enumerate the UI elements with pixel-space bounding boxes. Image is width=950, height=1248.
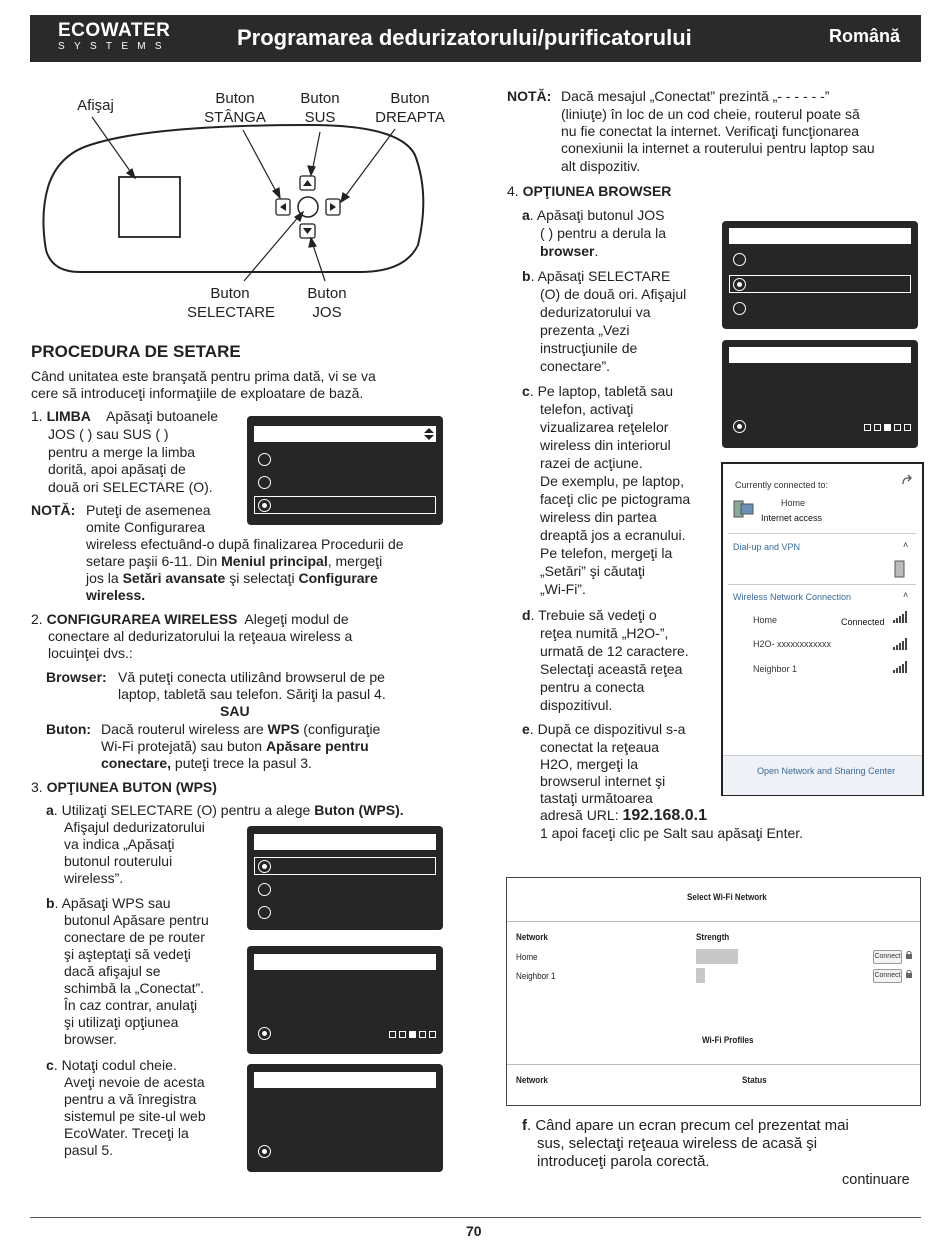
step-3b-line: schimbă la „Conectat”. xyxy=(64,980,205,996)
step-4e-line: 1 apoi faceţi clic pe Salt sau apăsaţi Enter. xyxy=(540,825,804,841)
step-4e-url-line: adresă URL: 192.168.0.1 xyxy=(540,807,708,824)
device-outline xyxy=(43,125,423,272)
note-2-line: nu fie conectat la internet. Verificaţi funcţionarea xyxy=(561,123,860,139)
step-4e-line: browserul internet şi xyxy=(540,773,666,789)
step-3c-line: c. Notaţi codul cheie. xyxy=(46,1057,177,1073)
browser-select-screen xyxy=(722,221,918,329)
secured-signal-icon xyxy=(893,661,907,673)
page-title: Programarea dedurizatorului/purificatorului xyxy=(237,25,692,50)
collapse-icon[interactable]: ˄ xyxy=(903,540,909,550)
note-1-line: jos la Setări avansate şi selectaţi Configurare xyxy=(86,570,378,586)
step-3c-line: EcoWater. Treceţi la xyxy=(64,1125,189,1141)
step-4b-line: dedurizatorului va xyxy=(540,304,651,320)
logo-systems: SYSTEMS xyxy=(58,41,171,52)
step-4f-line: sus, selectaţi reţeaua wireless de acasă şi xyxy=(537,1135,818,1152)
step-4d-line: urmată de 12 caractere. xyxy=(540,643,689,659)
network-column-header: Network xyxy=(516,932,548,943)
collapse-icon[interactable]: ˄ xyxy=(903,590,909,600)
step-4e-line: conectat la reţeaua xyxy=(540,739,660,755)
step-4d-line: Selectaţi această reţea xyxy=(540,661,683,677)
note-2-line: conexiunii la internet a routerului pentru laptop sau xyxy=(561,140,875,156)
step-4b-line: (O) de două ori. Afişajul xyxy=(540,286,687,302)
intro-line-1: Când unitatea este branşată pentru prima dată, vi se va xyxy=(31,368,376,384)
setup-heading: PROCEDURA DE SETARE xyxy=(31,342,241,361)
browser-wifi-panel xyxy=(506,877,921,1106)
language-screen xyxy=(247,416,443,525)
step-4a-line: ( ) pentru a derula la xyxy=(540,225,667,241)
step-3b-line: butonul Apăsare pentru xyxy=(64,912,209,928)
strength-column-header: Strength xyxy=(696,932,730,943)
step-3b-line: şi utilizaţi opţiunea xyxy=(64,1014,179,1030)
step-4d-line: reţea numită „H2O-”, xyxy=(540,625,669,641)
step-4c-line: c. Pe laptop, tabletă sau xyxy=(522,383,674,399)
label-select-2: SELECTARE xyxy=(186,304,276,321)
step-3b-line: browser. xyxy=(64,1031,117,1047)
step-3-title: 3. OPŢIUNEA BUTON (WPS) xyxy=(31,779,217,795)
step-4c-line: razei de acţiune. xyxy=(540,455,643,471)
note-1-line: omite Configurarea xyxy=(86,519,206,535)
step-4c-line: De exemplu, pe laptop, xyxy=(540,473,684,489)
or-label: SAU xyxy=(220,703,250,719)
footer-rule xyxy=(30,1217,921,1218)
note-2-label: NOTĂ: xyxy=(507,88,552,104)
step-4c-line: telefon, activaţi xyxy=(540,401,634,417)
wifi-row-home: Home xyxy=(516,952,538,963)
note-2-line: Dacă mesajul „Conectat” prezintă „- - - - - -” xyxy=(561,88,830,104)
wifi-profiles-heading: Wi-Fi Profiles xyxy=(702,1035,754,1046)
step-2-line: locuinţei dvs.: xyxy=(48,645,133,661)
step-3a-line: butonul routerului xyxy=(64,853,173,869)
button-option-line: Wi-Fi protejată) sau buton Apăsare pentru xyxy=(101,738,369,754)
step-4b-line: prezenta „Vezi xyxy=(540,322,630,338)
dialup-device-icon xyxy=(894,560,906,578)
step-4c-line: faceţi clic pe pictograma xyxy=(540,491,691,507)
step-3c-line: pasul 5. xyxy=(64,1142,114,1158)
step-4-title: 4. OPŢIUNEA BROWSER xyxy=(507,183,672,199)
label-up-1: Buton xyxy=(300,90,340,107)
connected-status: Connected xyxy=(841,617,885,627)
wifi-row-neighbor: Neighbor 1 xyxy=(516,971,556,982)
note-1-line: setare paşii 6-11. Din Meniul principal, mergeţi xyxy=(86,553,383,569)
up-down-arrows-icon xyxy=(423,427,435,441)
connect-instructions-screen xyxy=(722,340,918,448)
note-1-line: Puteţi de asemenea xyxy=(86,502,211,518)
step-3a-line: wireless”. xyxy=(64,870,124,886)
label-right-2: DREAPTA xyxy=(375,109,445,126)
step-3a-line: a. Utilizaţi SELECTARE (O) pentru a alege Buton (WPS). xyxy=(46,802,404,818)
windows-network-panel xyxy=(721,462,924,796)
connected-network-name: Home xyxy=(781,498,806,508)
lock-icon xyxy=(905,969,913,979)
button-option-line: Dacă routerul wireless are WPS (configuraţie xyxy=(101,721,381,737)
step-3b-line: conectare de pe router xyxy=(64,929,205,945)
step-1-title: 1. LIMBA xyxy=(31,408,91,424)
profile-status-header: Status xyxy=(742,1075,767,1086)
current-connection-label: Currently connected to: xyxy=(735,480,829,490)
step-3b-line: În caz contrar, anulaţi xyxy=(64,997,198,1013)
step-1-line: pentru a merge la limba xyxy=(48,444,196,460)
device-display xyxy=(119,177,180,237)
continue-label: continuare xyxy=(842,1172,910,1188)
step-1-line: Apăsaţi butoanele xyxy=(106,408,219,424)
label-up-2: SUS xyxy=(304,109,336,126)
step-3c-line: pentru a vă înregistra xyxy=(64,1091,197,1107)
step-4e-line: H2O, mergeţi la xyxy=(540,756,639,772)
internet-access-label: Internet access xyxy=(761,513,823,523)
button-option-line: conectare, puteţi trece la pasul 3. xyxy=(101,755,312,771)
label-down-2: JOS xyxy=(312,304,342,321)
step-4c-line: „Wi-Fi”. xyxy=(540,581,586,597)
step-3b-line: şi aşteptaţi să vedeţi xyxy=(64,946,191,962)
step-3b-line: b. Apăsaţi WPS sau xyxy=(46,895,171,911)
network-neighbor[interactable]: Neighbor 1 xyxy=(753,664,798,674)
step-4b-line: b. Apăsaţi SELECTARE xyxy=(522,268,671,284)
sharing-center-link[interactable]: Open Network and Sharing Center xyxy=(757,766,896,776)
dialup-section[interactable]: Dial-up and VPN xyxy=(733,542,801,552)
browser-option-line: Vă puteţi conecta utilizând browserul de pe xyxy=(118,669,385,685)
note-2-line: (liniuţe) în loc de un cod cheie, routerul poate să xyxy=(561,106,860,122)
step-4a-line: browser. xyxy=(540,243,599,259)
network-h2o[interactable]: H2O- xxxxxxxxxxxx xyxy=(753,639,832,649)
step-4f-line: introduceţi parola corectă. xyxy=(537,1153,710,1170)
step-4a-line: a. Apăsaţi butonul JOS xyxy=(522,207,665,223)
network-home[interactable]: Home xyxy=(753,615,778,625)
step-4c-line: dreaptă jos a ecranului. xyxy=(540,527,686,543)
signal-icon xyxy=(893,638,907,650)
step-3b-line: dacă afişajul se xyxy=(64,963,161,979)
strength-bar xyxy=(696,968,705,983)
wps-select-screen xyxy=(247,826,443,930)
step-4d-line: d. Trebuie să vedeţi o xyxy=(522,607,657,623)
url-value: 192.168.0.1 xyxy=(622,807,708,824)
note-1-line: wireless efectuând-o după finalizarea Procedurii de xyxy=(86,536,404,552)
language-label: Română xyxy=(829,26,901,46)
step-4b-line: conectare”. xyxy=(540,358,611,374)
step-4b-line: instrucţiunile de xyxy=(540,340,638,356)
strength-bar xyxy=(696,949,738,964)
step-4c-line: Pe telefon, mergeţi la xyxy=(540,545,673,561)
step-3a-line: va indica „Apăsaţi xyxy=(64,836,175,852)
note-2-line: alt dispozitiv. xyxy=(561,158,641,174)
step-4c-line: wireless din interiorul xyxy=(540,437,671,453)
key-code-screen xyxy=(247,1064,443,1172)
note-1-line: wireless. xyxy=(86,587,146,603)
connect-button[interactable]: Connect xyxy=(873,969,902,983)
step-1-line: JOS ( ) sau SUS ( ) xyxy=(48,426,169,442)
network-computer-icon xyxy=(733,498,755,520)
step-3c-line: Aveţi nevoie de acesta xyxy=(64,1074,205,1090)
step-3a-line: Afişajul dedurizatorului xyxy=(64,819,205,835)
lock-icon xyxy=(905,950,913,960)
step-2-title: 2. CONFIGURAREA WIRELESS Alegeţi modul de xyxy=(31,611,349,627)
note-1-label: NOTĂ: xyxy=(31,502,76,518)
step-4c-line: „Setări” şi căutaţi xyxy=(540,563,646,579)
browser-option-label: Browser: xyxy=(46,669,107,685)
step-1-line: dorită, apoi apăsaţi de xyxy=(48,461,186,477)
step-1-line: două ori SELECTARE (O). xyxy=(48,479,213,495)
step-4e-line: tastaţi următoarea xyxy=(540,790,653,806)
step-4d-line: dispozitivul. xyxy=(540,697,613,713)
step-4c-line: vizualizarea reţelelor xyxy=(540,419,669,435)
label-select-1: Buton xyxy=(210,285,250,302)
step-4e-line: e. După ce dispozitivul s-a xyxy=(522,721,686,737)
step-2-line: conectare al dedurizatorului la reţeaua wireless a xyxy=(48,628,353,644)
button-option-label: Buton: xyxy=(46,721,92,737)
signal-icon xyxy=(893,611,907,623)
label-down-1: Buton xyxy=(307,285,347,302)
browser-option-line: laptop, tabletă sau telefon. Săriţi la pasul 4. xyxy=(118,686,386,702)
label-right-1: Buton xyxy=(390,90,430,107)
label-left-2: STÂNGA xyxy=(204,109,266,126)
profile-network-header: Network xyxy=(516,1075,548,1086)
logo-ecowater: ECOWATER xyxy=(58,20,171,41)
intro-line-2: cere să introduceţi informaţiile de exploatare de bază. xyxy=(31,385,364,401)
wps-connecting-screen xyxy=(247,946,443,1054)
step-3c-line: sistemul pe site-ul web xyxy=(64,1108,206,1124)
step-4c-line: wireless din partea xyxy=(540,509,657,525)
step-4f-line: f. Când apare un ecran precum cel prezentat mai xyxy=(522,1117,849,1134)
wifi-panel-title: Select Wi-Fi Network xyxy=(687,892,767,903)
page-number: 70 xyxy=(466,1223,482,1239)
connect-button[interactable]: Connect xyxy=(873,950,902,964)
refresh-icon[interactable] xyxy=(900,474,914,488)
label-left-1: Buton xyxy=(215,90,255,107)
wireless-section[interactable]: Wireless Network Connection xyxy=(733,592,852,602)
label-display: Afişaj xyxy=(77,97,114,114)
step-4d-line: pentru a conecta xyxy=(540,679,645,695)
